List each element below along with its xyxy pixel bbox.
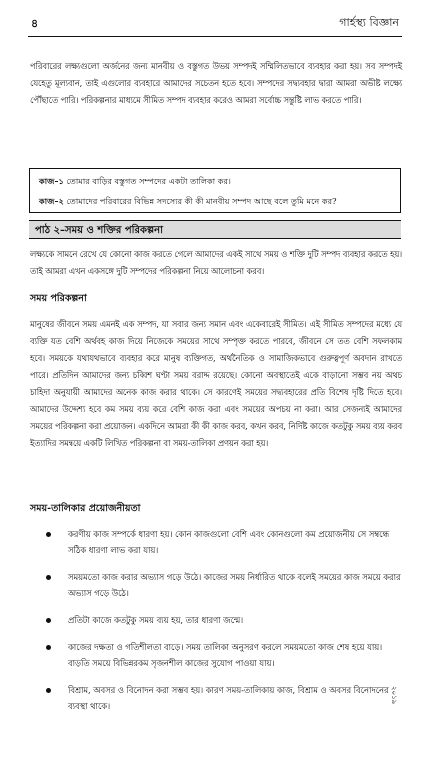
task-text: তোমার বাড়ির বস্তুগত সম্পদের একটা তালিকা কর। bbox=[66, 176, 231, 186]
page-number: ৪ bbox=[31, 17, 39, 30]
task-label: কাজ–১ bbox=[39, 176, 64, 186]
bullet-text: করণীয় কাজ সম্পর্কে ধারণা হয়। কোন কাজগুলো বেশি এবং কোনগুলো কম প্রয়োজনীয় সে সম্বন্ধে সঠিক ধারণা লাভ করা যায়। bbox=[68, 529, 390, 555]
task-line bbox=[39, 196, 336, 209]
task-text: তোমাদের পরিবারের বিভিন্ন সদস্যের কী কী মানবীয় সম্পদ আছে বলে তুমি মনে কর? bbox=[66, 196, 337, 206]
side-year-number: ২০১৯ bbox=[390, 686, 398, 705]
list-item bbox=[46, 682, 404, 714]
list-item bbox=[46, 526, 404, 558]
lesson-title-bar bbox=[29, 220, 401, 239]
bullet-icon bbox=[46, 688, 51, 693]
bullet-icon bbox=[46, 618, 51, 623]
section-heading-necessity: সময়-তালিকার প্রয়োজনীয়তা bbox=[30, 503, 141, 514]
bullet-text: সময়মতো কাজ করার অভ্যাস গড়ে উঠে। কাজের সময় নির্ধারিত থাকে বলেই সময়ের কাজ সময়ে করার অভ্যাস গড়ে উঠে। bbox=[68, 572, 401, 598]
list-item bbox=[46, 612, 404, 628]
bullet-text: প্রতিটা কাজে কতটুকু সময় ব্যয় হয়, তার ধারণা জন্মে। bbox=[68, 615, 244, 625]
bullet-icon bbox=[46, 532, 51, 537]
task-box bbox=[29, 168, 401, 213]
running-head: গার্হস্থ্য বিজ্ঞান bbox=[339, 16, 399, 29]
task-line bbox=[39, 176, 231, 189]
time-planning-paragraph: মানুষের জীবনে সময় এমনই এক সম্পদ, যা সবার জন্য সমান এবং একেবারেই সীমিত। এই সীমিত সম্পদের মধ্যে যে ব্যক্তি যত বেশি অর্থবহ কাজ দিয়ে নিজেকে সময়ের সাথে সম্পৃক্ত করতে পারবে, জীবনে সে তত বেশি সফলকাম হবে। সময়কে যথাযথভাবে ব্যবহার করে মানুষ ব্যক্তিগত, অর্থনৈতিক ও সামাজিকভাবে গুরুত্বপূর্ণ অবদান রাখতে পারে। প্রতিদিন আমাদের জন্য চব্বিশ ঘণ্টা সময় বরাদ্দ রয়েছে। কোনো অবস্থাতেই একে বাড়ানো সম্ভব নয় অথচ চাহিদা অনুযায়ী আমাদের অনেক কাজ করার থাকে। সে কারণেই সময়ের সদ্ব্যবহারের প্রতি বিশেষ দৃষ্টি দিতে হবে। আমাদের উদ্দেশ্য হবে কম সময় ব্যয় করে বেশি কাজ করা এবং সময়ের অপচয় না করা। আর সেজন্যই আমাদের সময়ের পরিকল্পনা করা প্রয়োজন। একদিনে আমরা কী কী কাজ করব, কখন করব, নির্দিষ্ট কাজে কতটুকু সময় ব্যয় করব ইত্যাদির সমন্বয়ে একটি লিখিত পরিকল্পনা বা সময়-তালিকা প্রণয়ন করা হয়। bbox=[30, 319, 402, 448]
lesson-paragraph: লক্ষ্যকে সামনে রেখে যে কোনো কাজ করতে গেলে আমাদের একই সাথে সময় ও শক্তি দুটি সম্পদ ব্যবহার করতে হয়। তাই আমরা এখন একসঙ্গে দুটি সম্পদের পরিকল্পনা নিয়ে আলোচনা করব। bbox=[30, 249, 402, 276]
lesson-title: পাঠ ২–সময় ও শক্তির পরিকল্পনা bbox=[35, 225, 164, 236]
header-rule bbox=[28, 36, 402, 37]
intro-paragraph: পরিবারের লক্ষ্যগুলো অর্জনের জন্য মানবীয় ও বস্তুগত উভয় সম্পদই সম্মিলিতভাবে ব্যবহার করা হয়। সব সম্পদই যেহেতু মূল্যবান, তাই এগুলোর ব্যবহারে আমাদের সচেতন হতে হবে। সম্পদের সদ্ব্যবহার দ্বারা আমরা অভীষ্ট লক্ষ্যে পৌঁছাতে পারি। পরিকল্পনার মাধ্যমে সীমিত সম্পদ ব্যবহার করেও আমরা সর্বোচ্চ সন্তুষ্টি লাভ করতে পারি। bbox=[30, 61, 402, 105]
section-heading-time-planning: সময় পরিকল্পনা bbox=[30, 293, 87, 304]
bullet-icon bbox=[46, 575, 51, 580]
bullet-text: কাজের দক্ষতা ও গতিশীলতা বাড়ে। সময় তালিকা অনুসরণ করলে সময়মতো কাজ শেষ হয়ে যায়। বাড়তি সময়ে বিভিন্নরকম সৃজনশীল কাজের সুযোগ পাওয়া যায়। bbox=[68, 642, 383, 668]
bullet-list bbox=[46, 526, 404, 725]
bullet-text: বিশ্রাম, অবসর ও বিনোদন করা সম্ভব হয়। কারণ সময়-তালিকায় কাজ, বিশ্রাম ও অবসর বিনোদনের ব্যবস্থা থাকে। bbox=[68, 685, 389, 711]
bullet-icon bbox=[46, 645, 51, 650]
task-label: কাজ–২ bbox=[39, 196, 64, 206]
list-item bbox=[46, 639, 404, 671]
list-item bbox=[46, 569, 404, 601]
